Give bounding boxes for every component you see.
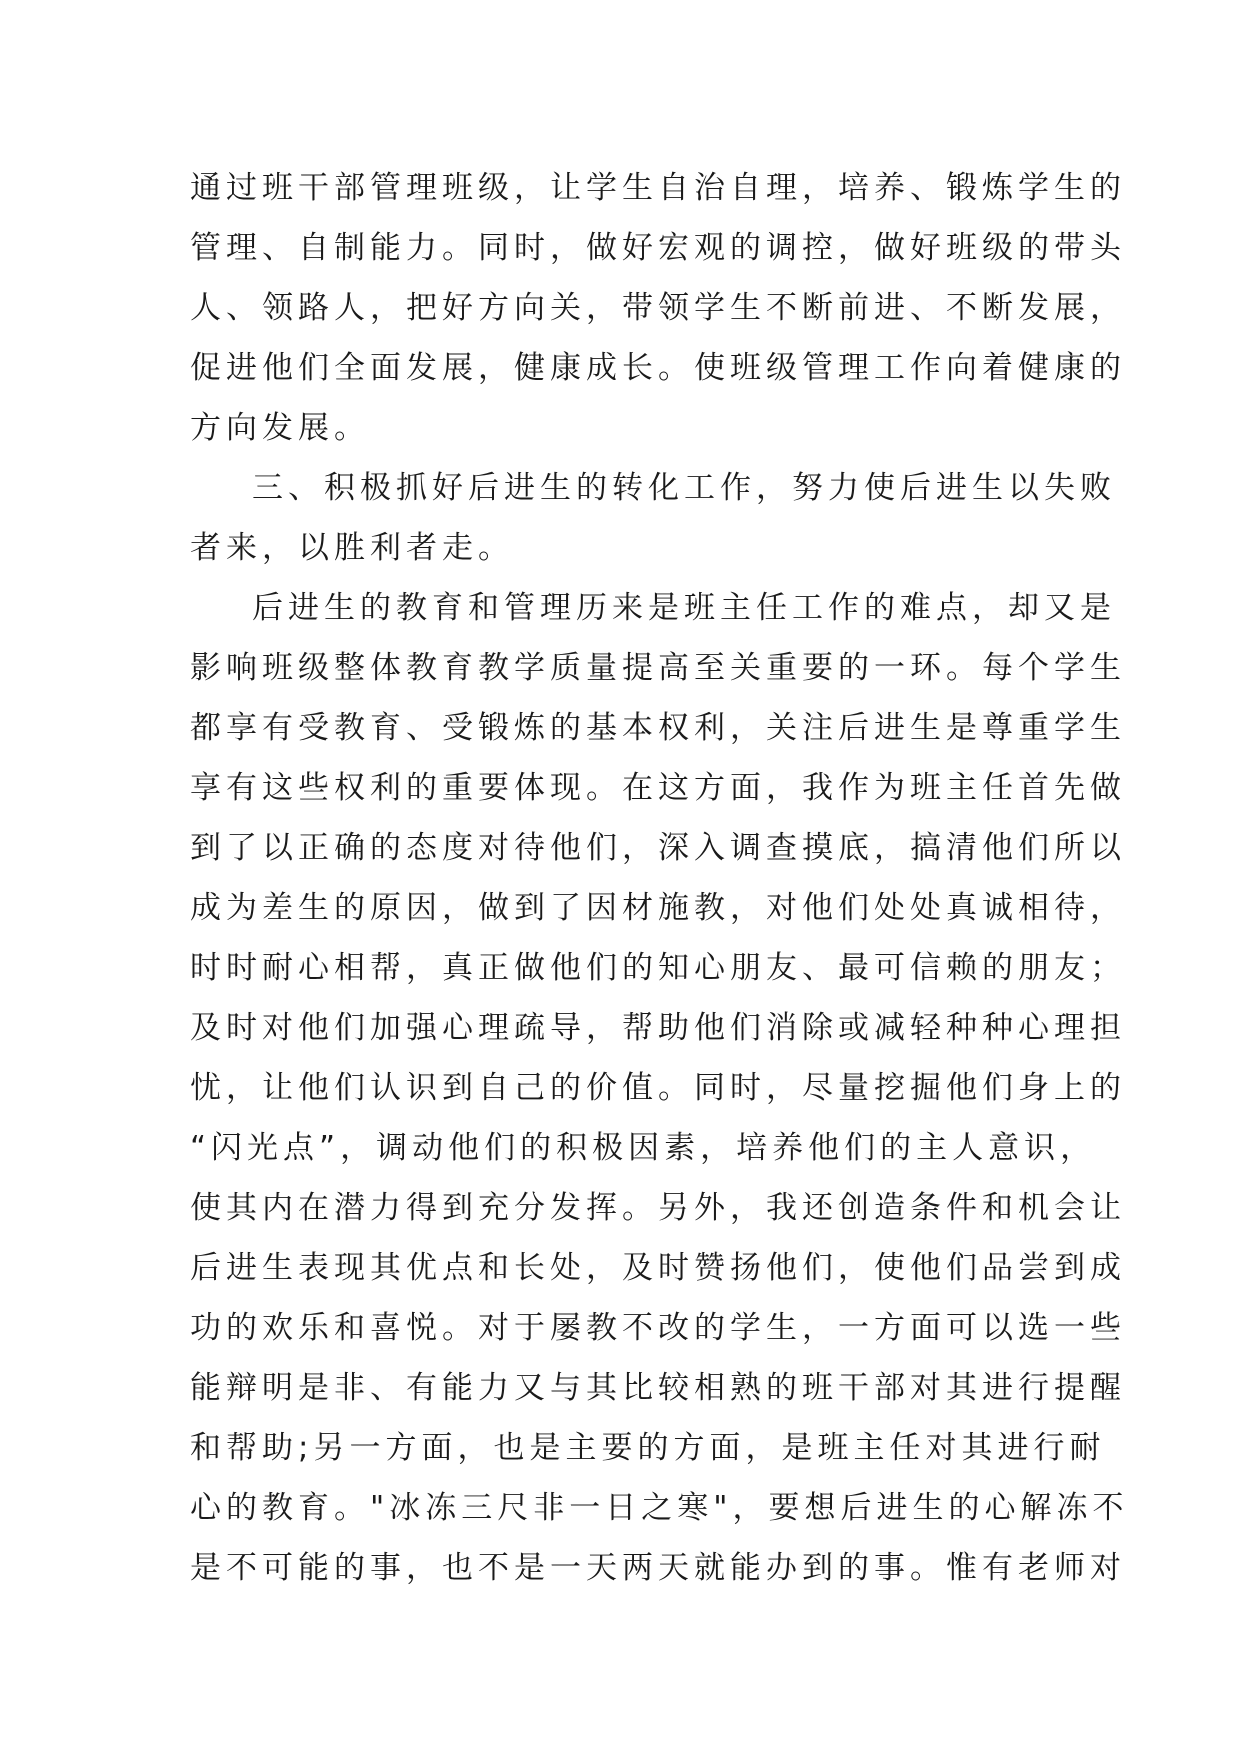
heading-line: 者来，以胜利者走。 — [190, 530, 514, 566]
text-line: 成为差生的原因，做到了因材施教，对他们处处真诚相待， — [190, 890, 1126, 926]
text-line: 是不可能的事，也不是一天两天就能办到的事。惟有老师对 — [190, 1550, 1126, 1586]
text-line: 影响班级整体教育教学质量提高至关重要的一环。每个学生 — [190, 650, 1126, 686]
text-line: 功的欢乐和喜悦。对于屡教不改的学生，一方面可以选一些 — [190, 1310, 1126, 1346]
text-line: 到了以正确的态度对待他们，深入调查摸底，搞清他们所以 — [190, 830, 1126, 866]
text-line: 及时对他们加强心理疏导，帮助他们消除或减轻种种心理担 — [190, 1010, 1126, 1046]
text-line: 通过班干部管理班级，让学生自治自理，培养、锻炼学生的 — [190, 170, 1126, 206]
document-body — [190, 158, 1129, 1598]
paragraph-class-management — [190, 158, 1126, 458]
text-line: 促进他们全面发展，健康成长。使班级管理工作向着健康的 — [190, 350, 1126, 386]
heading-line: 三、积极抓好后进生的转化工作，努力使后进生以失败 — [252, 470, 1116, 506]
text-line: 后进生的教育和管理历来是班主任工作的难点，却又是 — [252, 590, 1116, 626]
text-line: 管理、自制能力。同时，做好宏观的调控，做好班级的带头 — [190, 230, 1126, 266]
section-heading-three — [190, 458, 1116, 578]
text-line: 享有这些权利的重要体现。在这方面，我作为班主任首先做 — [190, 770, 1126, 806]
paragraph-underachiever-transformation — [190, 578, 1129, 1598]
text-line: 忧，让他们认识到自己的价值。同时，尽量挖掘他们身上的 — [190, 1070, 1126, 1106]
text-line: 能辩明是非、有能力又与其比较相熟的班干部对其进行提醒 — [190, 1370, 1126, 1406]
text-line: “闪光点”，调动他们的积极因素，培养他们的主人意识， — [190, 1130, 1097, 1166]
text-line: 都享有受教育、受锻炼的基本权利，关注后进生是尊重学生 — [190, 710, 1126, 746]
text-line: 和帮助;另一方面，也是主要的方面，是班主任对其进行耐 — [190, 1430, 1106, 1466]
text-line: 方向发展。 — [190, 410, 370, 446]
text-line: 人、领路人，把好方向关，带领学生不断前进、不断发展， — [190, 290, 1126, 326]
text-line: 使其内在潜力得到充分发挥。另外，我还创造条件和机会让 — [190, 1190, 1126, 1226]
text-line: 后进生表现其优点和长处，及时赞扬他们，使他们品尝到成 — [190, 1250, 1126, 1286]
text-line: 心的教育。"冰冻三尺非一日之寒"，要想后进生的心解冻不 — [190, 1490, 1129, 1526]
text-line: 时时耐心相帮，真正做他们的知心朋友、最可信赖的朋友； — [190, 950, 1126, 986]
